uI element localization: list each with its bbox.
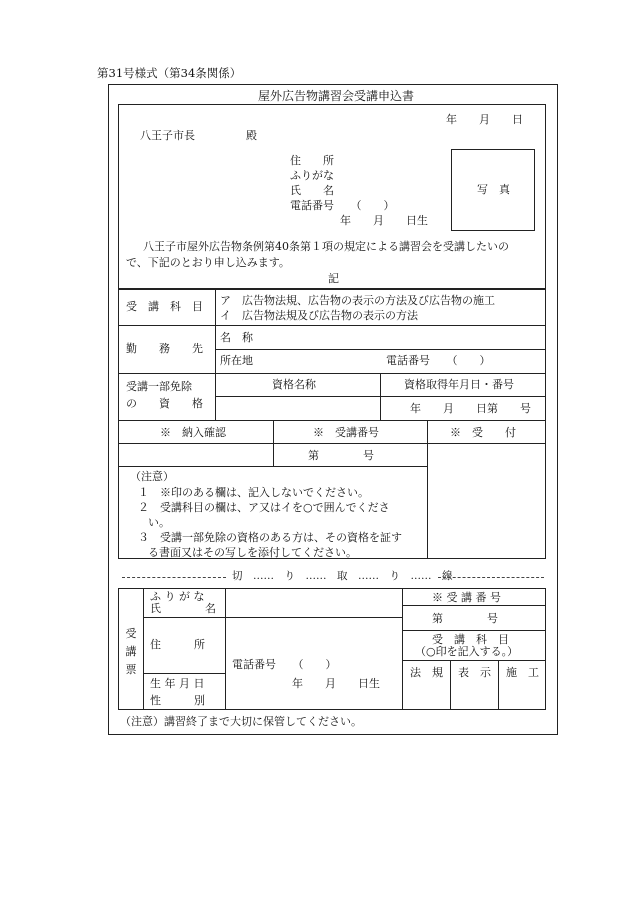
date-line: 年 月 日	[446, 113, 523, 126]
course-option-a: ア 広告物法規、広告物の表示の方法及び広告物の施工	[220, 294, 495, 307]
body-text-line-1: 八王子市屋外広告物条例第40条第１項の規定による講習会を受講したいの	[143, 240, 509, 253]
ticket-birth-value: 年 月 日生	[292, 677, 380, 690]
ticket-course-header: 受 講 科 目	[432, 633, 509, 646]
notes-heading: （注意）	[130, 470, 174, 483]
note-2b: い。	[148, 516, 170, 529]
cut-line-label: 切 …… り …… 取 …… り …… 線	[232, 570, 453, 582]
cut-line-left	[122, 577, 226, 578]
note-3a: ３ 受講一部免除の資格のある方は、その資格を証す	[138, 531, 402, 544]
ticket-address-label: 住 所	[150, 638, 205, 651]
photo-label: 写 真	[477, 183, 510, 196]
body-text-line-2: で、下記のとおり申し込みます。	[126, 256, 290, 269]
ticket-name-label: 氏 名	[150, 602, 216, 615]
ticket-course-display: 表 示	[458, 666, 491, 679]
workplace-name-label: 名 称	[220, 331, 253, 344]
applicant-phone-label: 電話番号 （ ）	[290, 199, 395, 212]
registration-number-header: ※ 受講番号	[313, 426, 379, 439]
ticket-birth-label: 生 年 月 日	[150, 677, 205, 690]
qualification-date-value: 年 月 日第 号	[410, 402, 531, 415]
ticket-number-header: ※ 受 講 番 号	[432, 591, 501, 604]
ticket-phone-label: 電話番号 （ ）	[232, 658, 337, 671]
note-2a: ２ 受講科目の欄は、ア又はイを○で囲んでくださ	[138, 501, 390, 514]
course-option-i: イ 広告物法規及び広告物の表示の方法	[220, 309, 418, 322]
workplace-label: 勤 務 先	[126, 342, 203, 355]
addressee: 八王子市長	[140, 129, 195, 142]
payment-check-header: ※ 納入確認	[160, 426, 226, 439]
footer-note: （注意）講習終了まで大切に保管してください。	[120, 715, 362, 728]
ki-label: 記	[328, 272, 339, 285]
ticket-number-value: 第 号	[432, 612, 498, 625]
qualification-name-header: 資格名称	[272, 378, 316, 391]
applicant-name-label: 氏 名	[290, 184, 334, 197]
honorific: 殿	[246, 129, 257, 142]
workplace-location-label: 所在地	[220, 354, 253, 367]
form-number: 第31号様式（第34条関係）	[97, 66, 242, 80]
ticket-furigana-label: ふ り が な	[150, 590, 205, 603]
reception-header: ※ 受 付	[450, 426, 516, 439]
note-1: １ ※印のある欄は、記入しないでください。	[138, 486, 369, 499]
ticket-side-label: 受講票	[125, 627, 137, 676]
qualification-date-header: 資格取得年月日・番号	[404, 378, 514, 391]
form-title: 屋外広告物講習会受講申込書	[258, 89, 415, 103]
note-3b: る書面又はその写しを添付してください。	[148, 546, 357, 559]
ticket-sex-label: 性 別	[150, 694, 205, 707]
exemption-label-1: 受講一部免除	[126, 380, 192, 393]
cut-line-right	[438, 577, 544, 578]
applicant-address-label: 住 所	[290, 154, 334, 167]
registration-number-value: 第 号	[308, 449, 374, 462]
applicant-furigana-label: ふりがな	[290, 169, 334, 182]
ticket-course-note: （○印を記入する。）	[415, 645, 519, 658]
course-label: 受 講 科 目	[126, 300, 203, 313]
workplace-phone-label: 電話番号 （ ）	[386, 354, 491, 367]
details-table	[118, 289, 546, 559]
ticket-course-law: 法 規	[410, 666, 443, 679]
exemption-label-2: の 資 格	[126, 397, 203, 410]
ticket-course-construction: 施 工	[506, 666, 539, 679]
applicant-birth-label: 年 月 日生	[340, 214, 428, 227]
